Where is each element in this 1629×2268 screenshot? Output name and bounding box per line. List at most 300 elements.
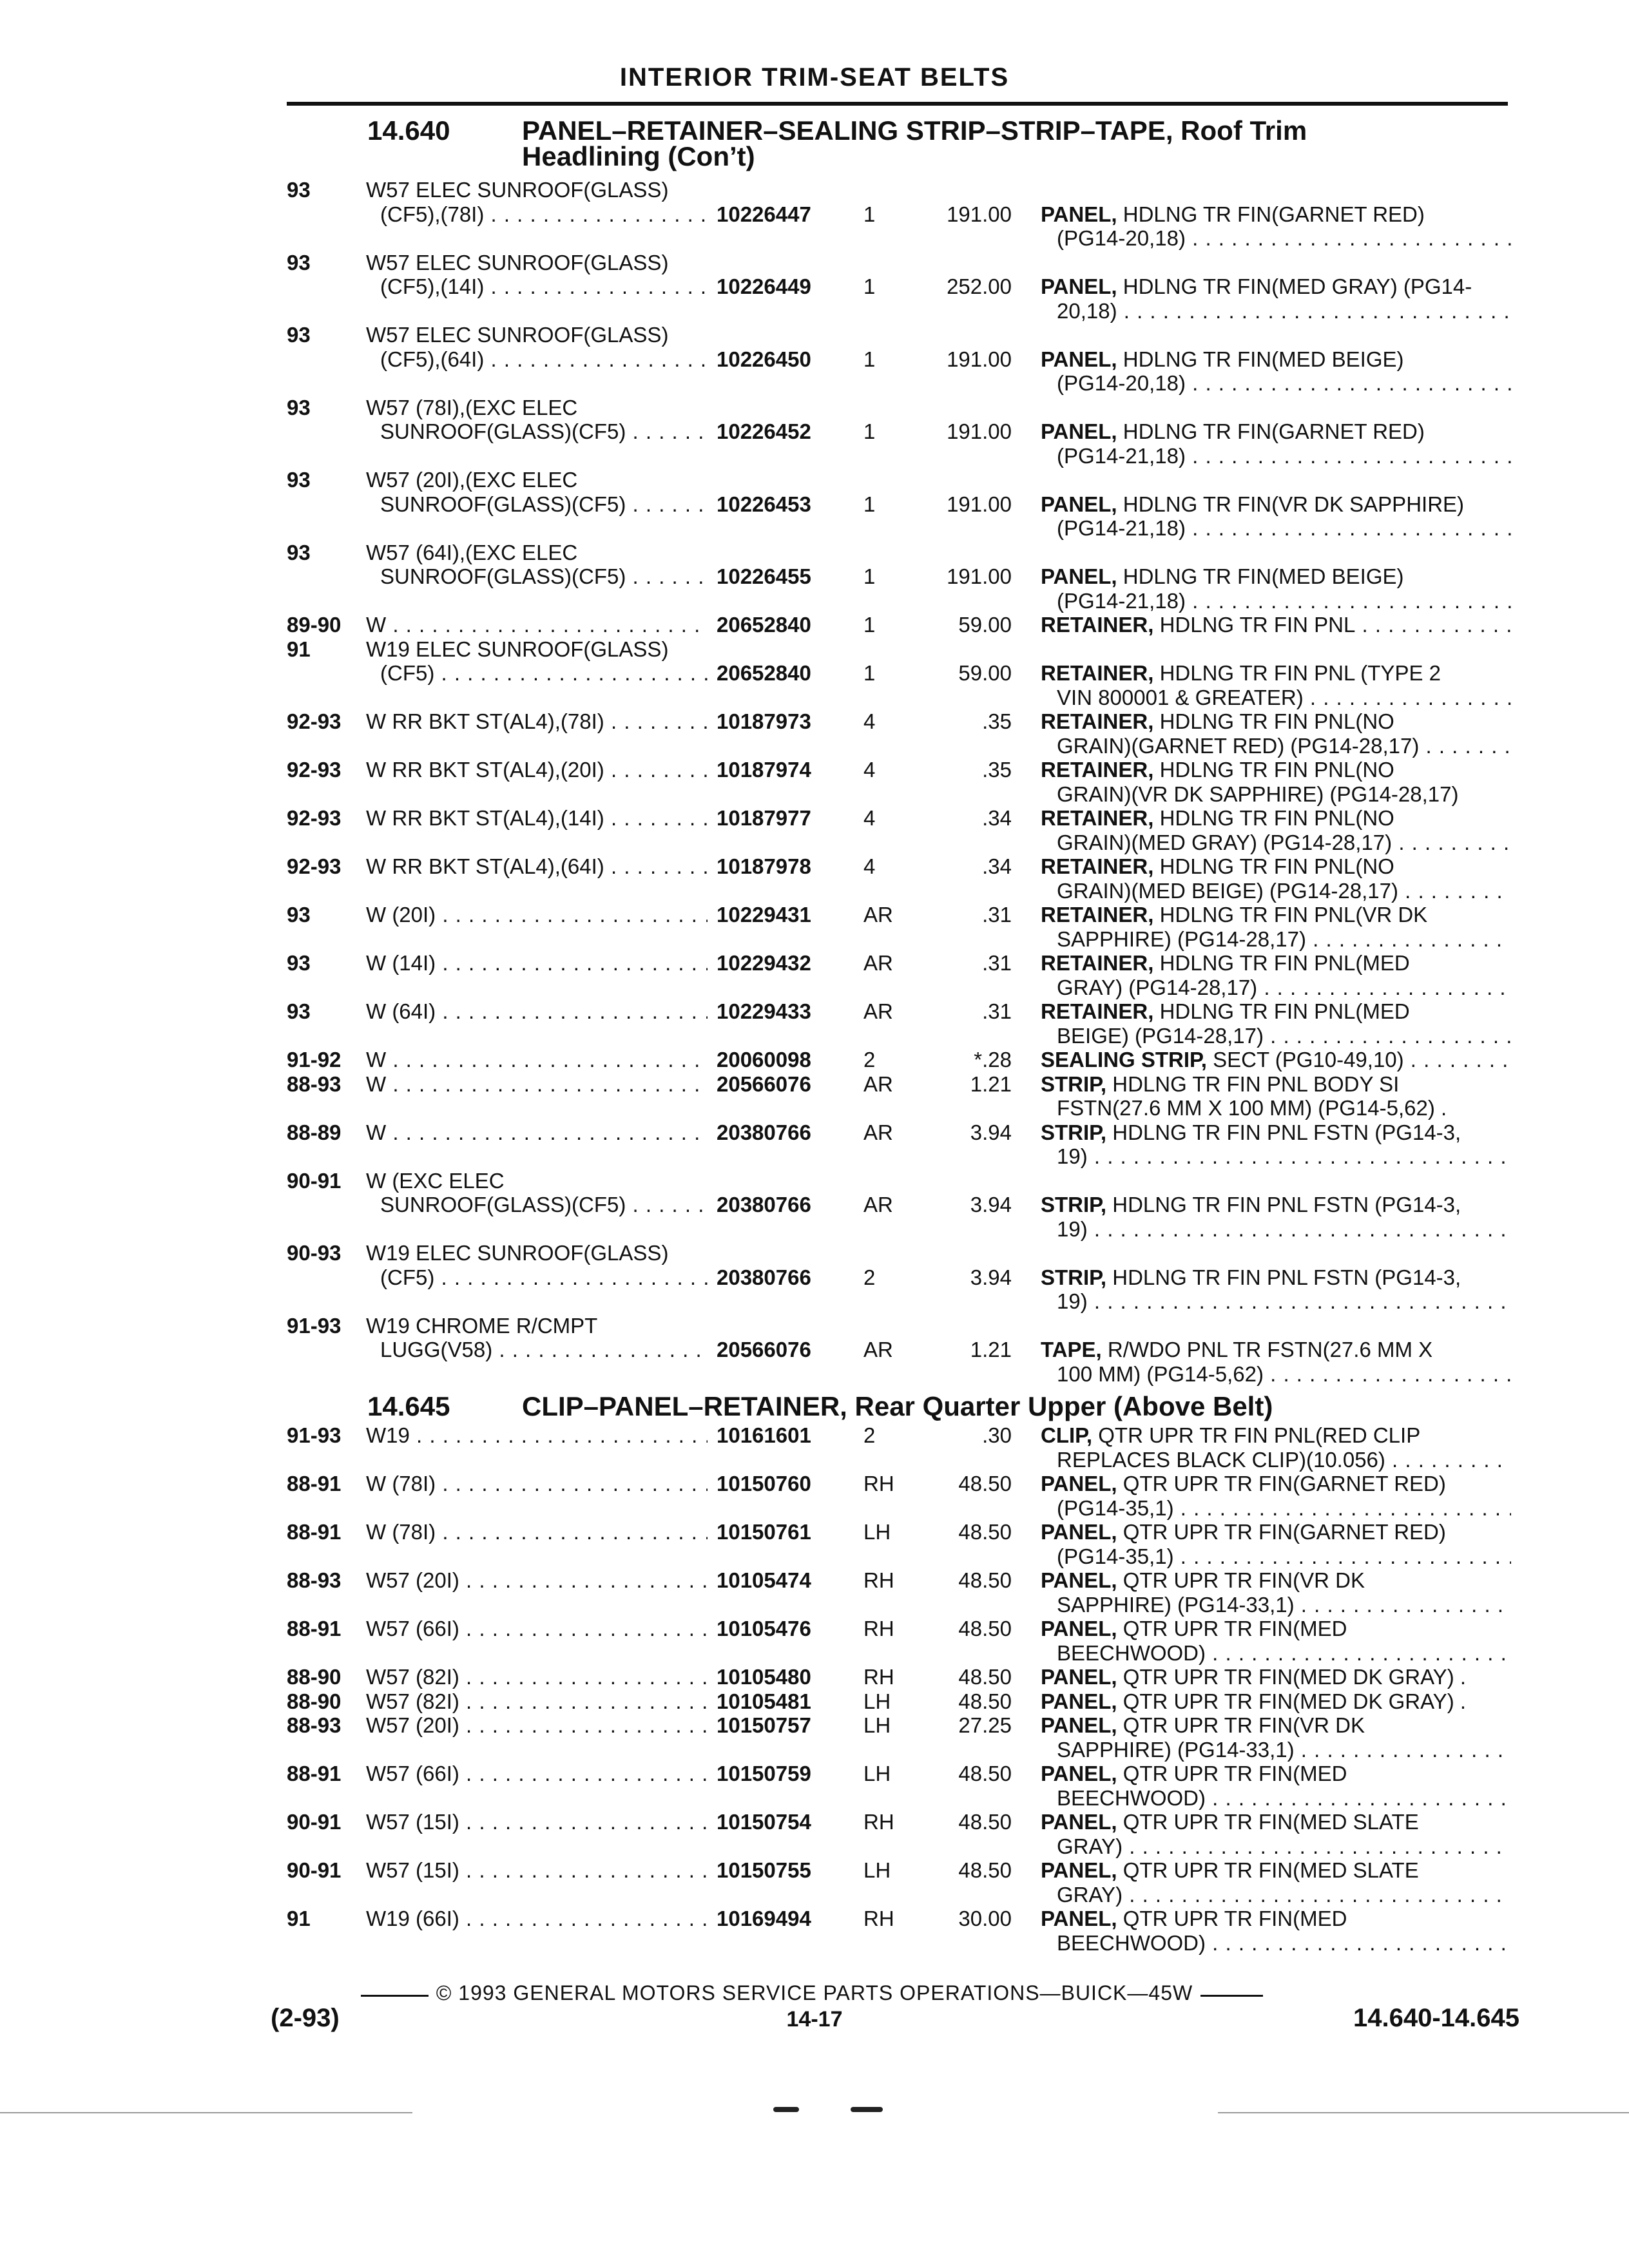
quantity: 2 [863,1048,876,1072]
part-name: RETAINER, [1041,709,1154,733]
price: .34 [982,806,1012,830]
model-year: 92-93 [287,854,342,878]
part-description [1057,370,1511,396]
part-description-text: (PG14-21,18) [1057,588,1186,613]
model-applicability: (CF5),(78I) . . . [380,202,708,227]
part-description-text: (PG14-20,18) [1057,226,1186,250]
part-line [0,1265,1629,1291]
part-name: PANEL, [1041,564,1117,588]
part-description-text: GRAIN)(GARNET RED) (PG14-28,17) [1057,733,1420,758]
model-applicability: W (14I) . . . [366,950,708,976]
model-year: 88-91 [287,1762,342,1785]
section-title: CLIP–PANEL–RETAINER, Rear Quarter Upper (Above Belt) [522,1391,1273,1421]
part-description-text: 20,18) [1057,298,1117,323]
model-year: 90-91 [287,1858,342,1882]
part-description-text: HDLNG TR FIN(VR DK SAPPHIRE) [1117,492,1465,516]
part-name: PANEL, [1041,274,1117,298]
model-year: 93 [287,323,311,347]
model-applicability: SUNROOF(GLASS)(CF5) . . . [380,564,708,590]
model-applicability: W19 ELEC SUNROOF(GLASS) [366,1241,669,1265]
part-number: 10187978 [717,854,811,878]
description-continuation-line [0,1144,1629,1169]
part-name: PANEL, [1041,1762,1117,1785]
quantity: AR [863,1072,893,1096]
model-year: 91-93 [287,1313,342,1338]
part-description-text: 19) [1057,1144,1088,1168]
part-description [1041,612,1511,638]
part-line [0,612,1629,638]
price: 48.50 [958,1858,1012,1882]
part-description [1057,1216,1511,1242]
part-description-text: HDLNG TR FIN PNL(MED [1153,999,1410,1023]
quantity: 4 [863,854,876,878]
model-applicability: W57 ELEC SUNROOF(GLASS) [366,250,669,274]
part-number: 10226447 [717,202,811,226]
description-continuation-line [0,1289,1629,1314]
footer-copyright: © 1993 GENERAL MOTORS SERVICE PARTS OPERATIONS—BUICK—45W [0,1981,1629,2005]
model-year: 93 [287,250,311,274]
part-description [1057,1592,1511,1618]
description-continuation-line [0,515,1629,541]
price: 191.00 [947,564,1012,588]
model-year: 88-93 [287,1072,342,1096]
part-number: 20380766 [717,1120,811,1144]
price: 191.00 [947,419,1012,443]
section-number: 14.645 [367,1391,450,1421]
part-description [1041,1471,1511,1497]
part-number: 10150754 [717,1810,811,1834]
part-line [0,1809,1629,1835]
part-line [0,1240,1629,1266]
price: *.28 [974,1048,1012,1072]
part-number: 20652840 [717,613,811,637]
description-continuation-line [0,1785,1629,1811]
part-description-text: BEIGE) (PG14-28,17) [1057,1023,1264,1048]
part-line [0,1423,1629,1448]
part-description-text: REPLACES BLACK CLIP)(10.056) [1057,1447,1385,1472]
price: .31 [982,999,1012,1023]
scan-artifact-mark [851,2107,883,2112]
description-continuation-line [0,782,1629,807]
description-continuation-line [0,1592,1629,1618]
part-description-text: GRAY) (PG14-28,17) [1057,975,1258,999]
model-applicability: W . . . [366,1072,708,1097]
part-line [0,177,1629,203]
quantity: AR [863,1193,893,1216]
part-description [1057,1023,1511,1049]
part-name: PANEL, [1041,1907,1117,1930]
quantity: AR [863,1120,893,1144]
part-name: CLIP, [1041,1423,1093,1447]
section-number: 14.640 [367,115,450,146]
part-description [1057,733,1511,759]
model-year: 91-92 [287,1048,342,1072]
part-description [1057,830,1511,856]
part-description [1057,1447,1511,1473]
part-description-text: HDLNG TR FIN(GARNET RED) [1117,419,1425,443]
model-applicability: (CF5) . . . [380,1265,708,1291]
description-continuation-line [0,1640,1629,1666]
model-applicability: W57 (66I) . . . [366,1761,708,1787]
model-year: 88-91 [287,1617,342,1640]
part-line [0,1313,1629,1339]
price: .35 [982,709,1012,733]
part-description-text: SAPPHIRE) (PG14-33,1) [1057,1737,1295,1762]
part-description [1057,1930,1511,1956]
part-name: STRIP, [1041,1265,1107,1289]
part-description [1057,1361,1511,1387]
part-number: 10229433 [717,999,811,1023]
part-line [0,854,1629,879]
model-applicability: SUNROOF(GLASS)(CF5) . . . [380,492,708,517]
part-name: PANEL, [1041,202,1117,226]
quantity: 1 [863,347,876,371]
model-applicability: W57 (15I) . . . [366,1858,708,1883]
model-year: 88-90 [287,1665,342,1689]
part-number: 10187973 [717,709,811,733]
part-description [1041,902,1511,928]
quantity: RH [863,1907,894,1930]
model-applicability: W . . . [366,1120,708,1146]
price: 3.94 [970,1265,1012,1289]
price: 1.21 [970,1338,1012,1361]
quantity: 4 [863,758,876,782]
quantity: RH [863,1568,894,1592]
part-description [1057,1640,1511,1666]
model-applicability: W57 ELEC SUNROOF(GLASS) [366,323,669,347]
page-header-title: INTERIOR TRIM-SEAT BELTS [619,63,1010,91]
part-line [0,540,1629,566]
part-description-text: QTR UPR TR FIN(MED DK GRAY) . [1117,1665,1467,1689]
model-year: 88-93 [287,1568,342,1592]
part-description [1057,1785,1511,1811]
part-description [1057,1882,1511,1908]
part-name: PANEL, [1041,1713,1117,1737]
part-name: PANEL, [1041,1472,1117,1495]
part-description [1057,1095,1511,1121]
price: 48.50 [958,1689,1012,1713]
quantity: 4 [863,806,876,830]
part-line [0,999,1629,1024]
model-year: 93 [287,951,311,975]
part-number: 10105481 [717,1689,811,1713]
model-year: 93 [287,903,311,927]
part-description [1057,975,1511,1001]
description-continuation-line [0,685,1629,711]
part-description [1041,202,1511,227]
part-line [0,322,1629,348]
part-line [0,1192,1629,1218]
scan-artifact-line [0,2112,412,2113]
part-name: PANEL, [1041,1665,1117,1689]
part-description [1057,1144,1511,1169]
part-name: STRIP, [1041,1193,1107,1216]
part-number: 20566076 [717,1072,811,1096]
part-description [1057,1544,1511,1570]
model-applicability: (CF5),(14I) . . . [380,274,708,300]
model-applicability: W57 (82I) . . . [366,1664,708,1690]
model-year: 92-93 [287,758,342,782]
part-line [0,1713,1629,1738]
description-continuation-line [0,1737,1629,1763]
part-line [0,1471,1629,1497]
description-continuation-line [0,878,1629,904]
model-applicability: W19 . . . [366,1423,708,1448]
part-line [0,274,1629,300]
quantity: 1 [863,419,876,443]
description-continuation-line [0,733,1629,759]
price: 48.50 [958,1810,1012,1834]
price: 48.50 [958,1762,1012,1785]
quantity: 1 [863,661,876,685]
part-name: PANEL, [1041,419,1117,443]
price: 191.00 [947,202,1012,226]
part-description-text: HDLNG TR FIN PNL (TYPE 2 [1153,661,1441,685]
quantity: AR [863,951,893,975]
part-description [1057,927,1511,952]
part-description [1041,999,1511,1024]
part-number: 10150759 [717,1762,811,1785]
part-description-text: HDLNG TR FIN PNL FSTN (PG14-3, [1106,1120,1461,1144]
model-applicability: W57 (82I) . . . [366,1689,708,1715]
part-description-text: BEECHWOOD) [1057,1930,1206,1955]
part-description [1057,515,1511,541]
part-description [1057,226,1511,251]
part-name: STRIP, [1041,1072,1107,1096]
model-year: 93 [287,178,311,202]
part-number: 10105480 [717,1665,811,1689]
part-description-text: QTR UPR TR FIN(GARNET RED) [1117,1472,1446,1495]
price: .31 [982,903,1012,927]
part-line [0,660,1629,686]
price: 48.50 [958,1665,1012,1689]
part-line [0,1906,1629,1932]
part-line [0,564,1629,590]
model-applicability: W57 (66I) . . . [366,1616,708,1642]
part-description [1041,1809,1511,1835]
part-description [1057,878,1511,904]
price: 27.25 [958,1713,1012,1737]
part-name: RETAINER, [1041,903,1154,927]
part-description-text: BEECHWOOD) [1057,1785,1206,1810]
part-description-text: 19) [1057,1289,1088,1313]
part-description [1041,950,1511,976]
part-line [0,1616,1629,1642]
part-description [1057,588,1511,614]
description-continuation-line [0,927,1629,952]
part-description [1041,1072,1511,1097]
quantity: LH [863,1762,891,1785]
description-continuation-line [0,1495,1629,1521]
quantity: AR [863,1338,893,1361]
part-description [1041,1423,1511,1448]
part-description [1041,1047,1511,1073]
model-applicability: W (EXC ELEC [366,1168,505,1193]
part-description [1041,1713,1511,1738]
quantity: 4 [863,709,876,733]
part-description [1057,782,1511,807]
description-continuation-line [0,298,1629,324]
part-line [0,395,1629,421]
part-number: 10150761 [717,1520,811,1544]
quantity: LH [863,1689,891,1713]
part-number: 10229431 [717,903,811,927]
part-description-text: QTR UPR TR FIN(MED SLATE [1117,1810,1419,1834]
model-year: 88-91 [287,1520,342,1544]
part-description [1041,1568,1511,1593]
quantity: 1 [863,202,876,226]
model-year: 91-93 [287,1423,342,1447]
part-description-text: 19) [1057,1216,1088,1241]
part-name: PANEL, [1041,1520,1117,1544]
part-line [0,1664,1629,1690]
section-title: PANEL–RETAINER–SEALING STRIP–STRIP–TAPE, Roof Trim [522,115,1307,146]
quantity: RH [863,1665,894,1689]
part-description-text: 100 MM) (PG14-5,62) [1057,1361,1264,1386]
price: 48.50 [958,1472,1012,1495]
part-description-text: (PG14-35,1) [1057,1495,1174,1520]
part-description-text: QTR UPR TR FIN(MED SLATE [1117,1858,1419,1882]
part-name: RETAINER, [1041,661,1154,685]
part-name: RETAINER, [1041,758,1154,782]
part-description-text: HDLNG TR FIN PNL FSTN (PG14-3, [1106,1265,1461,1289]
model-applicability: W19 ELEC SUNROOF(GLASS) [366,637,669,661]
part-number: 10226455 [717,564,811,588]
part-description [1041,805,1511,831]
model-applicability: W57 (20I) . . . [366,1568,708,1593]
model-year: 91 [287,637,311,661]
part-number: 20380766 [717,1193,811,1216]
part-description [1057,685,1511,711]
part-line [0,202,1629,227]
model-applicability: (CF5),(64I) . . . [380,347,708,372]
part-description-text: SECT (PG10-49,10) [1206,1048,1404,1072]
header-rule [287,102,1508,106]
price: 191.00 [947,492,1012,516]
part-name: PANEL, [1041,1568,1117,1592]
part-description-text: GRAIN)(MED GRAY) (PG14-28,17) [1057,830,1393,854]
part-name: RETAINER, [1041,806,1154,830]
model-applicability: W19 CHROME R/CMPT [366,1313,598,1338]
price: 48.50 [958,1568,1012,1592]
part-line [0,637,1629,662]
part-description [1057,298,1511,324]
model-year: 88-91 [287,1472,342,1495]
description-continuation-line [0,1834,1629,1860]
part-description-text: QTR UPR TR FIN PNL(RED CLIP [1092,1423,1421,1447]
model-applicability: SUNROOF(GLASS)(CF5) . . . [380,1192,708,1218]
footer-date-code: (2-93) [271,2004,340,2032]
part-description-text: GRAIN)(VR DK SAPPHIRE) (PG14-28,17) [1057,782,1459,806]
part-description [1041,1689,1511,1715]
part-description-text: HDLNG TR FIN PNL(NO [1153,709,1394,733]
part-number: 10187977 [717,806,811,830]
part-description [1041,854,1511,879]
description-continuation-line [0,830,1629,856]
model-applicability: W57 (20I) . . . [366,1713,708,1738]
part-description [1041,709,1511,735]
part-description [1057,443,1511,469]
quantity: AR [863,903,893,927]
part-description-text: GRAY) [1057,1834,1123,1858]
description-continuation-line [0,443,1629,469]
model-applicability: W (78I) . . . [366,1519,708,1545]
description-continuation-line [0,1095,1629,1121]
part-number: 10105474 [717,1568,811,1592]
part-line [0,1168,1629,1194]
price: .35 [982,758,1012,782]
model-applicability: LUGG(V58) . . . [380,1337,708,1363]
part-description-text: QTR UPR TR FIN(MED [1117,1617,1347,1640]
part-line [0,950,1629,976]
part-description-text: QTR UPR TR FIN(VR DK [1117,1713,1365,1737]
description-continuation-line [0,1447,1629,1473]
part-line [0,805,1629,831]
part-line [0,250,1629,276]
part-description-text: (PG14-21,18) [1057,516,1186,540]
part-description-text: HDLNG TR FIN(MED BEIGE) [1117,347,1404,371]
quantity: AR [863,999,893,1023]
quantity: 1 [863,274,876,298]
part-description-text: QTR UPR TR FIN(GARNET RED) [1117,1520,1446,1544]
part-description-text: HDLNG TR FIN PNL BODY SI [1106,1072,1400,1096]
part-number: 20652840 [717,661,811,685]
description-continuation-line [0,975,1629,1001]
part-description [1041,1337,1511,1363]
part-number: 10161601 [717,1423,811,1447]
model-applicability: W57 (20I),(EXC ELEC [366,468,578,492]
part-name: PANEL, [1041,1689,1117,1713]
part-number: 20380766 [717,1265,811,1289]
part-name: PANEL, [1041,1810,1117,1834]
part-description [1041,660,1511,686]
part-line [0,492,1629,517]
part-line [0,467,1629,493]
model-year: 90-93 [287,1241,342,1265]
part-line [0,419,1629,445]
part-description-text: HDLNG TR FIN PNL(VR DK [1153,903,1428,927]
part-line [0,1337,1629,1363]
part-line [0,1072,1629,1097]
description-continuation-line [0,1882,1629,1908]
part-line [0,347,1629,372]
part-line [0,1568,1629,1593]
part-line [0,1689,1629,1715]
quantity: 1 [863,492,876,516]
price: 191.00 [947,347,1012,371]
quantity: 1 [863,564,876,588]
part-description [1041,1519,1511,1545]
model-applicability: W RR BKT ST(AL4),(14I) . . . [366,805,708,831]
part-line [0,1047,1629,1073]
part-description [1041,564,1511,590]
part-description [1057,1289,1511,1314]
part-description-text: QTR UPR TR FIN(VR DK [1117,1568,1365,1592]
quantity: RH [863,1810,894,1834]
part-name: PANEL, [1041,1858,1117,1882]
model-year: 92-93 [287,806,342,830]
part-line [0,1761,1629,1787]
part-name: RETAINER, [1041,613,1154,637]
quantity: LH [863,1858,891,1882]
part-name: STRIP, [1041,1120,1107,1144]
part-description-text: HDLNG TR FIN PNL(NO [1153,854,1394,878]
model-applicability: W RR BKT ST(AL4),(20I) . . . [366,757,708,783]
price: 48.50 [958,1520,1012,1544]
model-applicability: W RR BKT ST(AL4),(64I) . . . [366,854,708,879]
section-title-continued: Headlining (Con’t) [522,141,755,171]
part-description-text: HDLNG TR FIN(MED BEIGE) [1117,564,1404,588]
